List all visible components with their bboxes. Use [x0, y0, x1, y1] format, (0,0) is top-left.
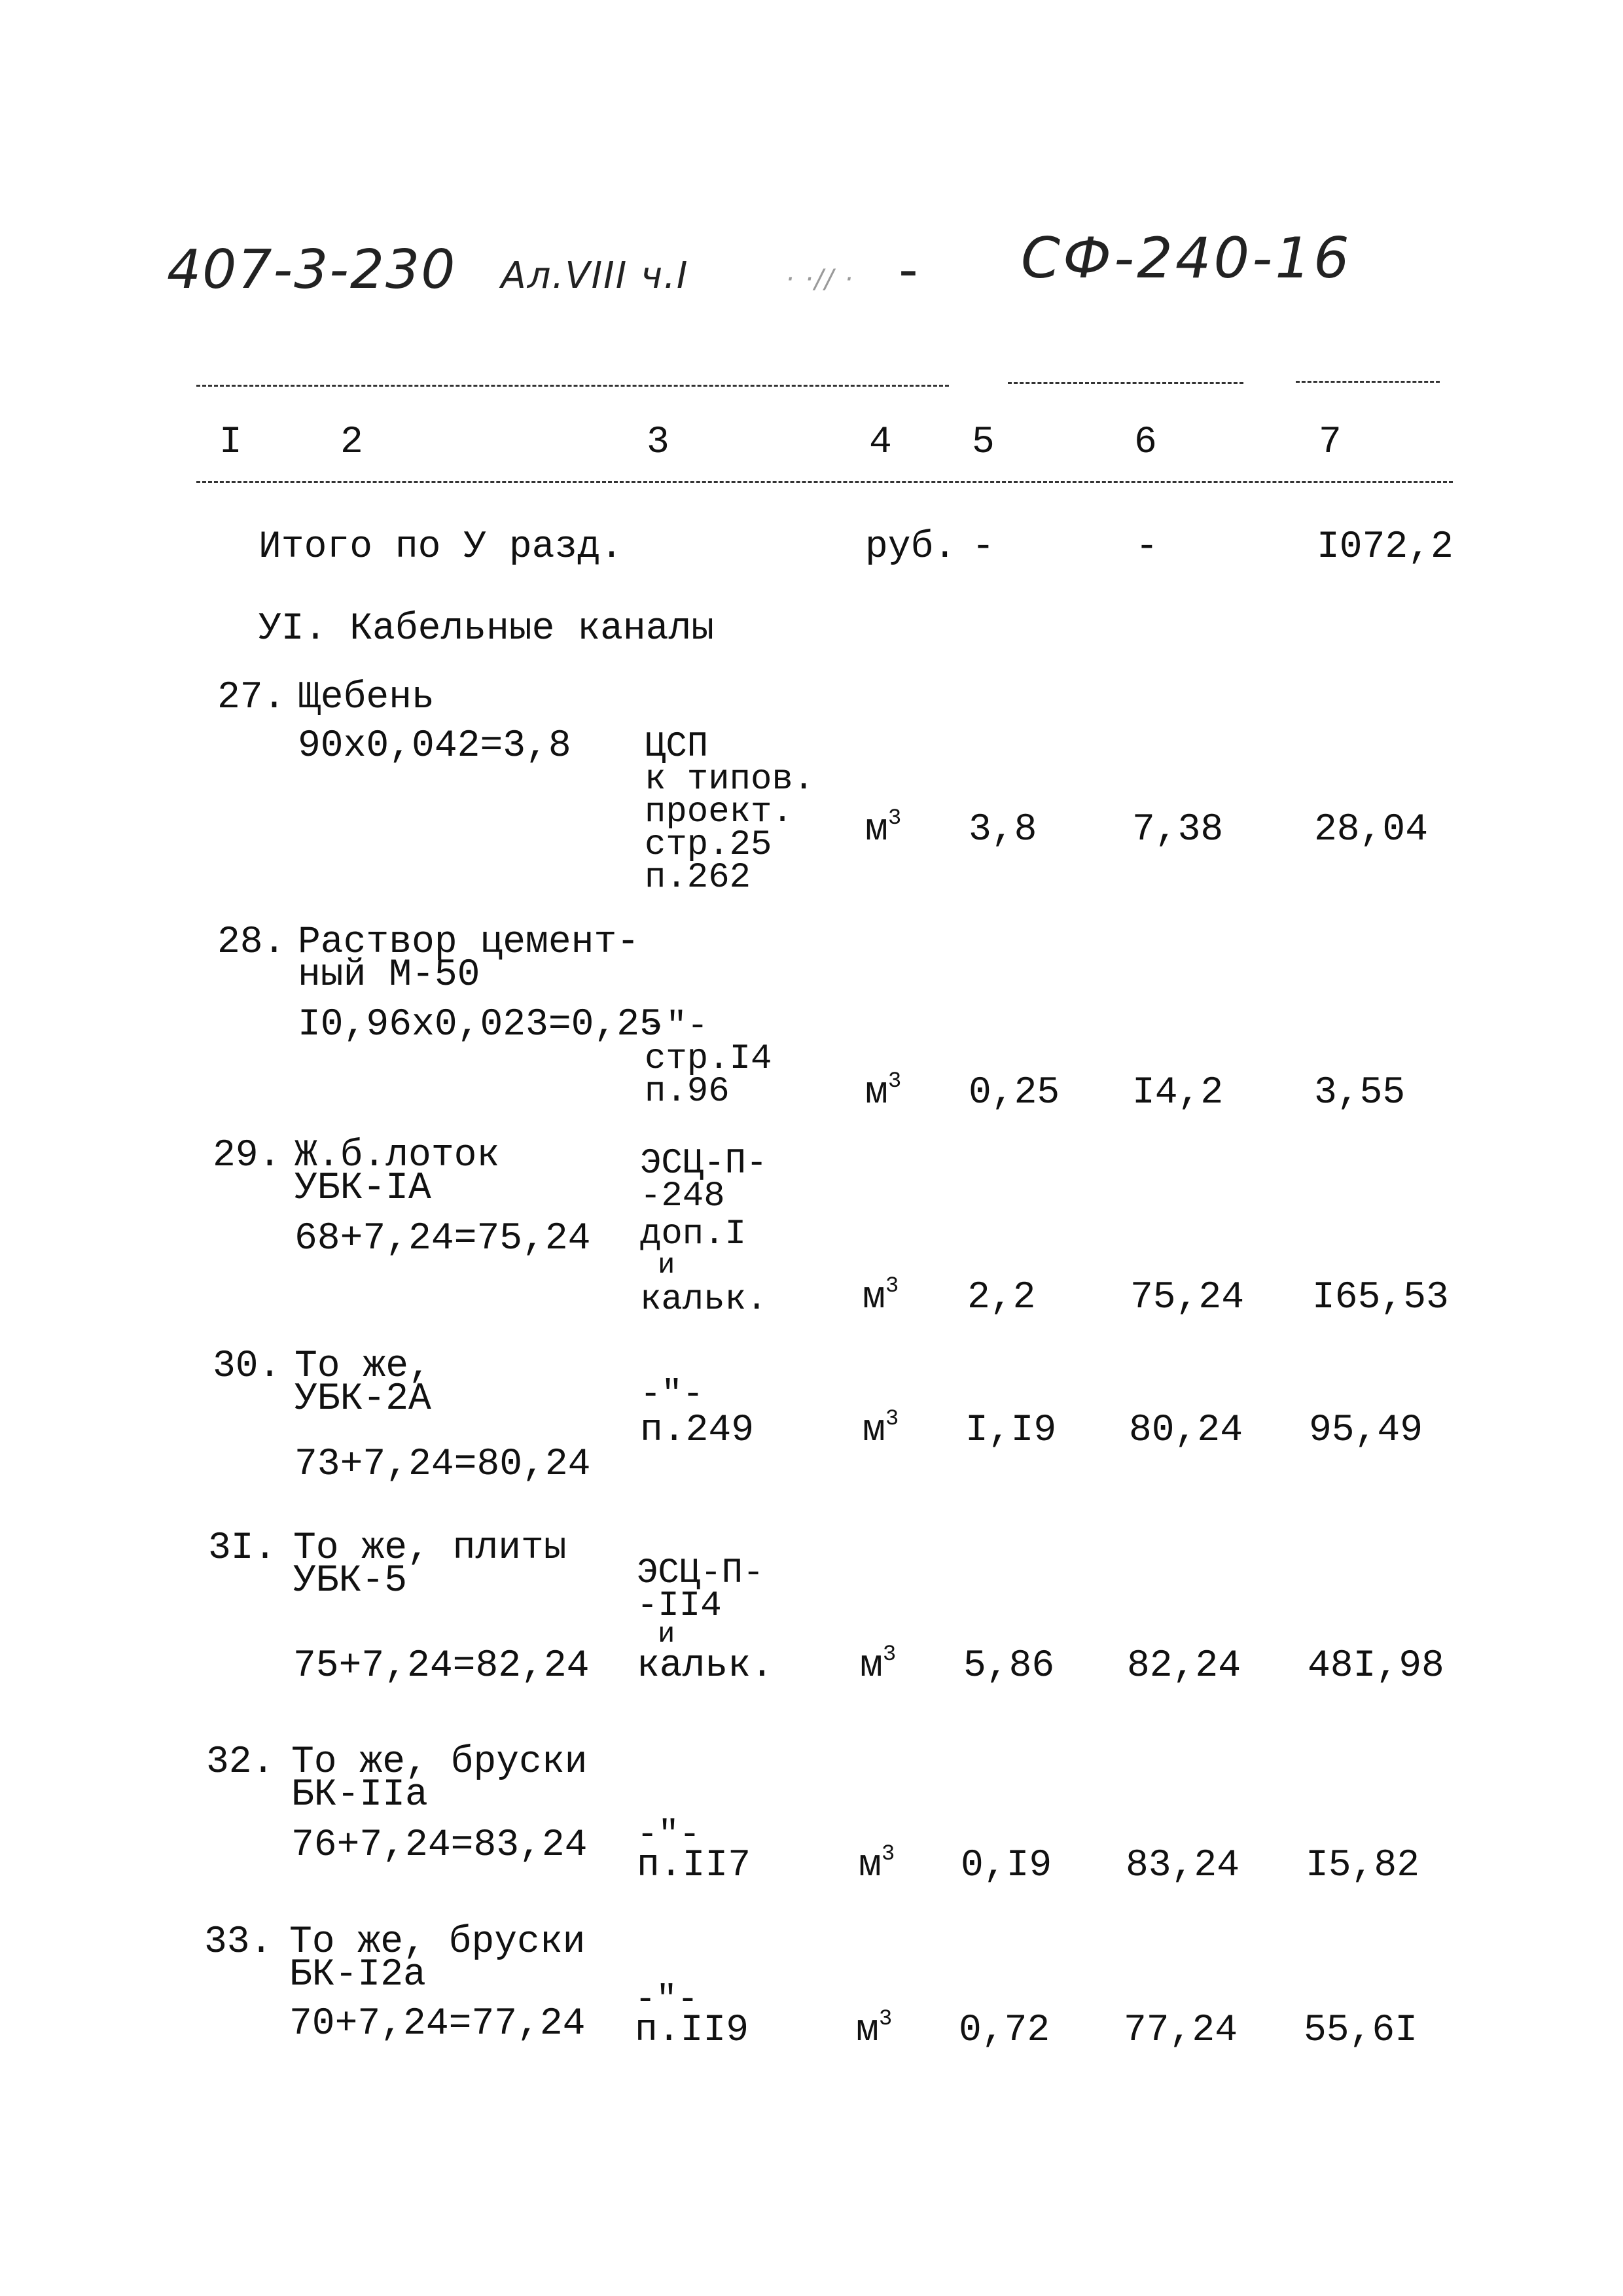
- row-price: 77,24: [1124, 2009, 1238, 2052]
- row-calc: I0,96х0,023=0,25: [298, 1004, 662, 1046]
- document-code: [167, 239, 919, 301]
- column-header-3: 3: [647, 421, 669, 464]
- row-qty: 2,2: [967, 1277, 1036, 1319]
- row-total: 3,55: [1314, 1072, 1406, 1114]
- column-header-6: 6: [1134, 421, 1157, 464]
- row-total: 95,49: [1309, 1409, 1423, 1452]
- column-header-5: 5: [972, 421, 995, 464]
- row-ref: ЭСЦ-П-: [640, 1144, 768, 1184]
- subtotal-label: Итого по У разд.: [259, 526, 623, 569]
- row-number: 33.: [204, 1921, 273, 1964]
- row-number: 3I.: [208, 1527, 277, 1570]
- row-name: То же, бруски: [291, 1741, 588, 1784]
- row-calc: 76+7,24=83,24: [291, 1824, 588, 1867]
- subtotal-price: -: [1135, 526, 1158, 569]
- header-dash: -: [899, 239, 919, 301]
- row-name: БК-I2а: [289, 1954, 426, 1996]
- column-header-4: 4: [869, 421, 892, 464]
- row-ref: стр.25: [645, 825, 772, 865]
- row-price: 80,24: [1129, 1409, 1243, 1452]
- album-code: Ал.VIII ч.I: [501, 255, 689, 297]
- row-unit: $м^3$: [859, 1842, 895, 1887]
- row-ref: -248: [640, 1176, 725, 1216]
- row-name: Щебень: [298, 677, 435, 719]
- subtotal-qty: -: [972, 526, 995, 569]
- table-top-rule: [196, 385, 949, 387]
- row-ref: -"-: [635, 1980, 699, 2020]
- row-total: I5,82: [1306, 1845, 1420, 1887]
- row-calc: 70+7,24=77,24: [289, 2003, 586, 2045]
- faint-mark: · ·// ·: [785, 264, 855, 294]
- row-ref: -"-: [645, 1006, 709, 1046]
- subtotal-unit: руб.: [865, 526, 957, 569]
- column-header-2: 2: [340, 421, 363, 464]
- table-top-rule-right-b: [1296, 381, 1440, 383]
- row-number: 28.: [217, 921, 286, 964]
- row-number: 29.: [213, 1135, 281, 1177]
- column-header-7: 7: [1319, 421, 1342, 464]
- row-total: 48I,98: [1308, 1645, 1444, 1687]
- row-name: ный М-50: [298, 954, 480, 997]
- row-ref: -"-: [640, 1375, 704, 1415]
- row-price: 82,24: [1127, 1645, 1241, 1687]
- row-ref: стр.I4: [645, 1039, 772, 1079]
- row-ref: п.II9: [635, 2009, 749, 2052]
- row-name: БК-IIа: [291, 1774, 428, 1816]
- row-total: 28,04: [1314, 809, 1429, 851]
- row-name: УБК-5: [293, 1560, 408, 1602]
- row-name: Раствор цемент-: [298, 921, 640, 964]
- row-total: I65,53: [1312, 1277, 1449, 1319]
- row-number: 27.: [217, 677, 286, 719]
- row-unit: $м^3$: [863, 1407, 899, 1452]
- row-ref: п.262: [645, 858, 751, 898]
- row-ref: кальк.: [640, 1280, 768, 1320]
- row-name: УБК-IА: [294, 1167, 431, 1210]
- row-price: 7,38: [1132, 809, 1224, 851]
- row-calc: 73+7,24=80,24: [294, 1443, 591, 1486]
- row-qty: 0,72: [959, 2009, 1050, 2052]
- row-ref: к типов.: [645, 760, 815, 800]
- row-name: То же,: [294, 1345, 431, 1388]
- row-ref: кальк.: [637, 1645, 774, 1687]
- row-ref: п.96: [645, 1072, 730, 1112]
- row-ref: п.249: [640, 1409, 755, 1452]
- row-qty: I,I9: [965, 1409, 1057, 1452]
- row-name: То же, бруски: [289, 1921, 586, 1964]
- table-top-rule-right-a: [1008, 382, 1243, 384]
- row-unit: $м^3$: [865, 1069, 902, 1114]
- row-ref: п.II7: [637, 1845, 751, 1887]
- section-title: УI. Кабельные каналы: [259, 608, 715, 650]
- subtotal-total: I072,2: [1317, 526, 1454, 569]
- row-ref: проект.: [645, 792, 793, 832]
- row-qty: 0,25: [969, 1072, 1060, 1114]
- sheet-code: СФ-240-16: [1021, 226, 1352, 291]
- row-ref: доп.I: [640, 1214, 747, 1254]
- row-price: I4,2: [1132, 1072, 1224, 1114]
- row-unit: $м^3$: [856, 2007, 893, 2052]
- row-number: 32.: [206, 1741, 275, 1784]
- row-price: 83,24: [1126, 1845, 1240, 1887]
- row-name: То же, плиты: [293, 1527, 567, 1570]
- row-name: УБК-2А: [294, 1378, 431, 1421]
- row-name: Ж.б.лоток: [294, 1135, 500, 1177]
- row-qty: 5,86: [963, 1645, 1055, 1687]
- row-unit: $м^3$: [863, 1274, 899, 1319]
- doc-code: 407-3-230: [167, 239, 457, 301]
- row-ref: ЭСЦ-П-: [637, 1553, 764, 1593]
- row-unit: $м^3$: [860, 1642, 897, 1687]
- row-total: 55,6I: [1304, 2009, 1418, 2052]
- row-ref: и: [658, 1249, 675, 1282]
- row-ref: -"-: [637, 1815, 701, 1855]
- row-calc: 75+7,24=82,24: [293, 1645, 590, 1687]
- row-calc: 68+7,24=75,24: [294, 1218, 591, 1260]
- row-qty: 3,8: [969, 809, 1037, 851]
- row-price: 75,24: [1130, 1277, 1245, 1319]
- row-ref: -II4: [637, 1586, 722, 1626]
- row-ref: ЦСП: [645, 727, 709, 767]
- row-number: 30.: [213, 1345, 281, 1388]
- column-header-1: I: [219, 421, 242, 464]
- row-qty: 0,I9: [961, 1845, 1052, 1887]
- row-ref: и: [658, 1618, 675, 1651]
- table-header-bottom-rule: [196, 481, 1453, 483]
- row-unit: $м^3$: [865, 806, 902, 851]
- row-calc: 90х0,042=3,8: [298, 725, 571, 768]
